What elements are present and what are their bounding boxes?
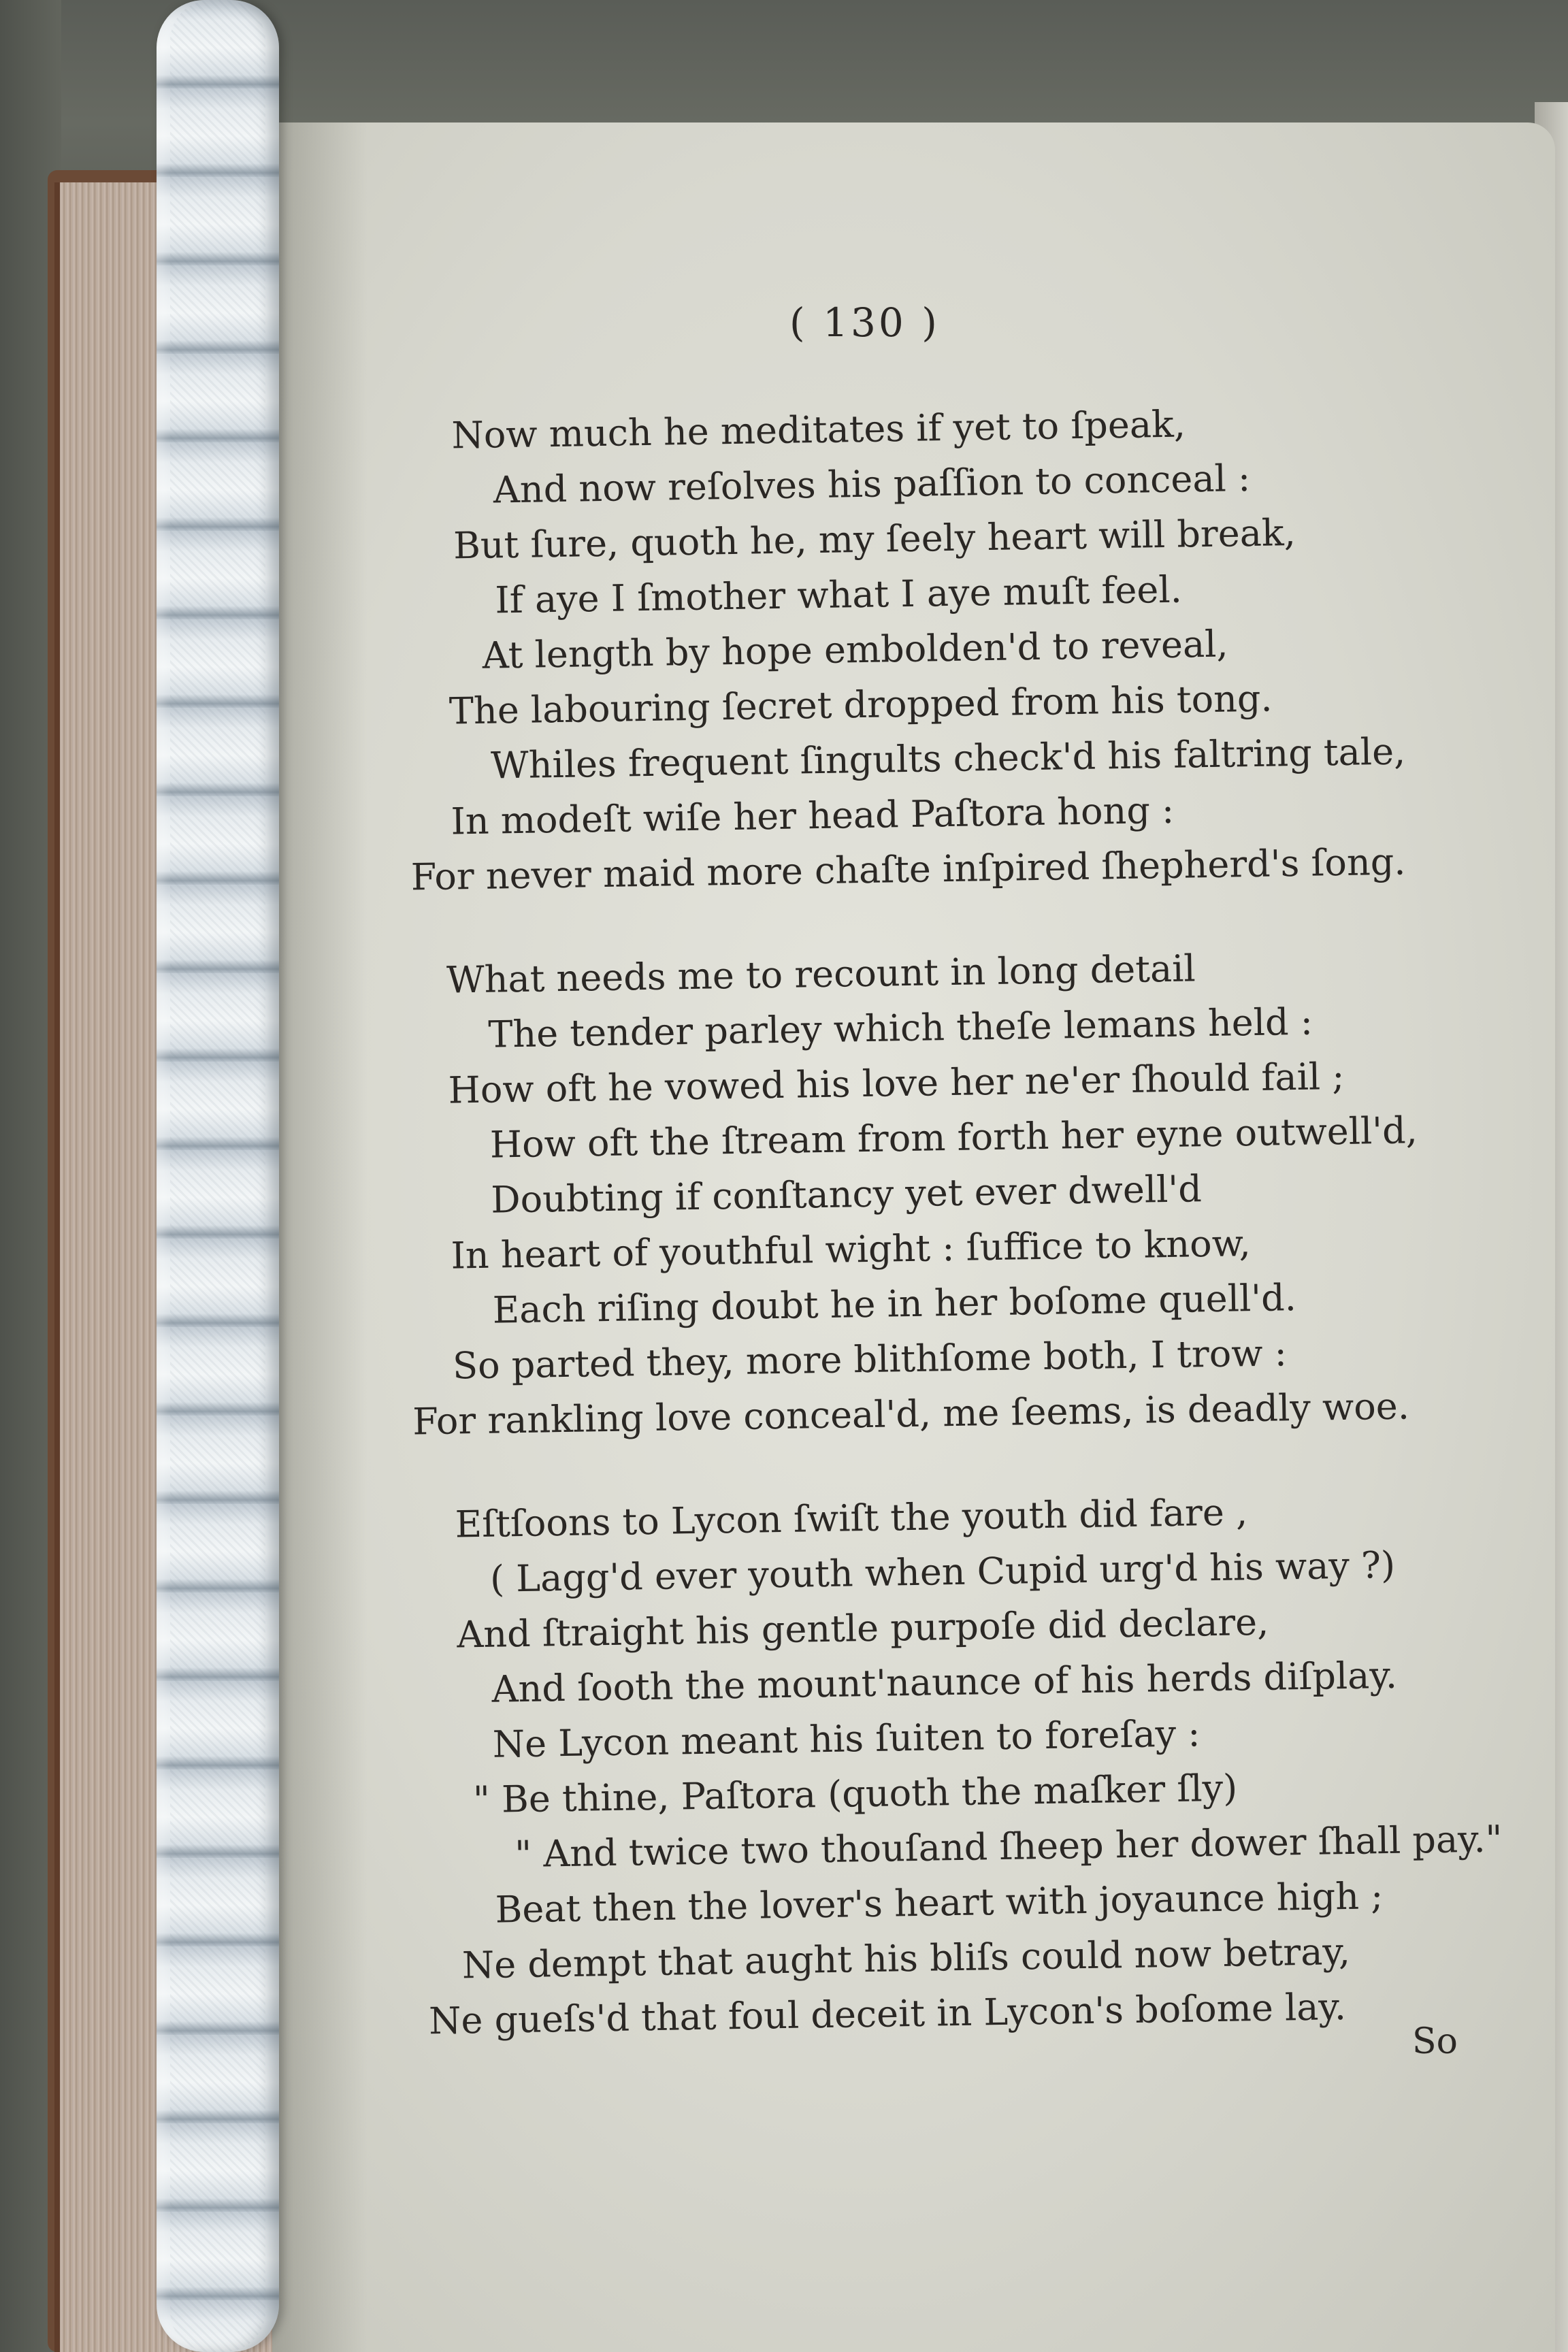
poem-line: How oft he vowed his love her ne'er ſhould fail ;: [448, 1054, 1345, 1112]
poem-line: What needs me to recount in long detail: [446, 947, 1196, 1002]
poem-line: The tender parley which theſe lemans held :: [487, 1000, 1313, 1056]
poem-line: Beat then the lover's heart with joyaunce high ;: [495, 1874, 1384, 1931]
poem-line: And ſtraight his gentle purpoſe did declare,: [456, 1600, 1269, 1656]
poem-line: Ne gueſs'd that foul deceit in Lycon's boſome lay.: [428, 1985, 1347, 2043]
poem-line: At length by hope embolden'd to reveal,: [482, 622, 1229, 677]
poem-line: For never maid more chaſte inſpired ſhepherd's ſong.: [410, 840, 1406, 899]
poem-line: The labouring ſecret dropped from his tong.: [448, 676, 1273, 733]
poem-line: And ſooth the mount'naunce of his herds diſplay.: [491, 1653, 1398, 1711]
poem-line: ( Lagg'd ever youth when Cupid urg'd his way ?): [489, 1543, 1396, 1601]
poem-line: " Be thine, Paſtora (quoth the maſker ſly): [472, 1766, 1238, 1822]
page-number: ( 130 ): [789, 299, 940, 346]
poem-line: Now much he meditates if yet to ſpeak,: [451, 402, 1186, 457]
poem-line: But ſure, quoth he, my ſeely heart will break,: [453, 510, 1296, 568]
poem-line: Ne Lycon meant his ſuiten to foreſay :: [492, 1712, 1200, 1766]
poem-line: Doubting if conſtancy yet ever dwell'd: [490, 1167, 1203, 1222]
poem-line: In heart of youthful wight : ſuffice to know,: [451, 1222, 1252, 1277]
poem-line: " And twice two thouſand ſheep her dower ſhall pay.": [514, 1817, 1503, 1876]
poem-line: How oft the ſtream from forth her eyne outwell'd,: [489, 1109, 1418, 1166]
poem-line: Each riſing doubt he in her boſome quell'd.: [492, 1276, 1297, 1332]
gutter-shadow: [272, 122, 368, 2352]
poem-line: Whiles frequent ſingults check'd his faltring tale,: [490, 730, 1406, 787]
poem-line: If aye I ſmother what I aye muſt feel.: [494, 568, 1183, 622]
poem-line: In modeſt wiſe her head Paſtora hong :: [451, 788, 1175, 843]
poem-line: And now reſolves his paſſion to conceal :: [493, 456, 1251, 512]
ribbon-texture: [170, 0, 265, 2352]
poem-line: Eſtſoons to Lycon ſwiſt the youth did fare ,: [455, 1490, 1248, 1546]
poem-line: Ne dempt that aught his bliſs could now betray,: [461, 1929, 1351, 1987]
poem-line: For rankling love conceal'd, me ſeems, is deadly woe.: [412, 1384, 1410, 1443]
poem-line: So parted they, more blithſome both, I trow :: [452, 1331, 1288, 1388]
catchword: So: [1412, 2021, 1458, 2062]
